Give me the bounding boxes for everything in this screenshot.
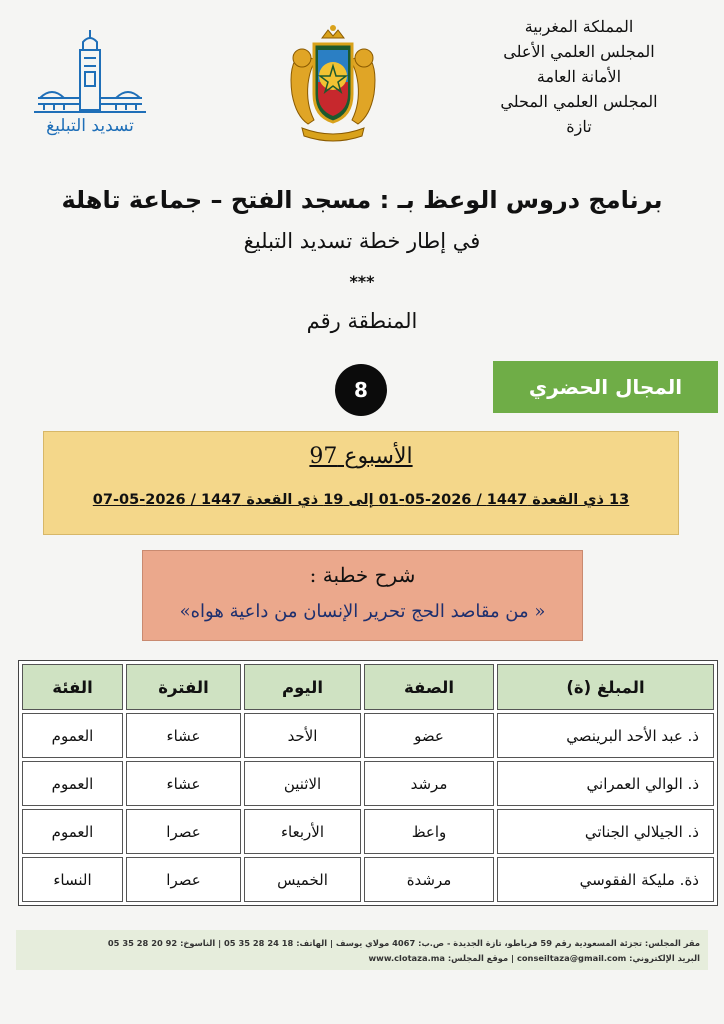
cell-period: عصرا [126,809,241,854]
domain-badge: المجال الحضري [493,361,718,413]
zone-number-badge: 8 [335,364,387,416]
institution-line: المملكة المغربية [524,17,634,36]
royal-emblem [278,24,388,142]
week-box [43,431,679,535]
week-title: الأسبوع 97 [309,444,413,469]
footer-contact [16,930,708,970]
sermon-box [142,550,583,641]
cell-preacher: ذ. عبد الأحد البرينصي [497,713,714,758]
mosque-minaret-icon [30,28,150,118]
cell-day: الأحد [244,713,361,758]
sermon-label: شرح خطبة : [309,563,416,587]
institution-line: الأمانة العامة [536,67,622,86]
program-subtitle: في إطار خطة تسديد التبليغ [243,229,481,253]
header-day: اليوم [244,664,361,710]
cell-role: واعظ [364,809,494,854]
cell-period: عصرا [126,857,241,902]
table-row [22,761,714,806]
table-row [22,713,714,758]
cell-category: النساء [22,857,123,902]
cell-period: عشاء [126,761,241,806]
sermon-title: « من مقاصد الحج تحرير الإنسان من داعية هواه» [179,601,546,622]
cell-category: العموم [22,809,123,854]
table-row [22,857,714,902]
program-title: برنامج دروس الوعظ بـ : مسجد الفتح – جماعة تاهلة [61,186,663,214]
cell-role: مرشد [364,761,494,806]
institution-line: المجلس العلمي المحلي [500,92,658,111]
header-role: الصفة [364,664,494,710]
cell-role: عضو [364,713,494,758]
cell-role: مرشدة [364,857,494,902]
week-dates: 13 ذي القعدة 1447 / 2026-05-01 إلى 19 ذي القعدة 1447 / 2026-05-07 [92,492,630,508]
cell-day: الأربعاء [244,809,361,854]
footer-address-line: مقر المجلس: تجزئة المسعودية رقم 59 فرباطو، تازة الجديدة - ص.ب: 4067 مولاي يوسف | الهاتف: 18 24 28 35 05 | الناسوخ: 92 20 28 35 05 [107,938,700,948]
institution-header [474,14,684,139]
logo-text: تسديد التبليغ [46,116,134,136]
table-header-row [22,664,714,710]
cell-day: الخميس [244,857,361,902]
cell-day: الاثنين [244,761,361,806]
header-preacher: المبلغ (ة) [497,664,714,710]
coat-of-arms-icon [278,24,388,142]
footer-web-line: البريد الإلكتروني: conseiltaza@gmail.com | موقع المجلس: www.clotaza.ma [368,953,700,963]
institution-line: المجلس العلمي الأعلى [503,42,655,61]
zone-label: المنطقة رقم [306,309,418,333]
separator: *** [349,272,375,291]
institution-line: تازة [566,117,592,136]
tasdid-tabligh-logo [30,28,150,153]
header-period: الفترة [126,664,241,710]
header-category: الفئة [22,664,123,710]
table-row [22,809,714,854]
schedule-table [18,660,718,906]
cell-preacher: ذ. الوالي العمراني [497,761,714,806]
cell-preacher: ذة. مليكة الفقوسي [497,857,714,902]
cell-preacher: ذ. الجيلالي الجناتي [497,809,714,854]
cell-period: عشاء [126,713,241,758]
cell-category: العموم [22,761,123,806]
cell-category: العموم [22,713,123,758]
